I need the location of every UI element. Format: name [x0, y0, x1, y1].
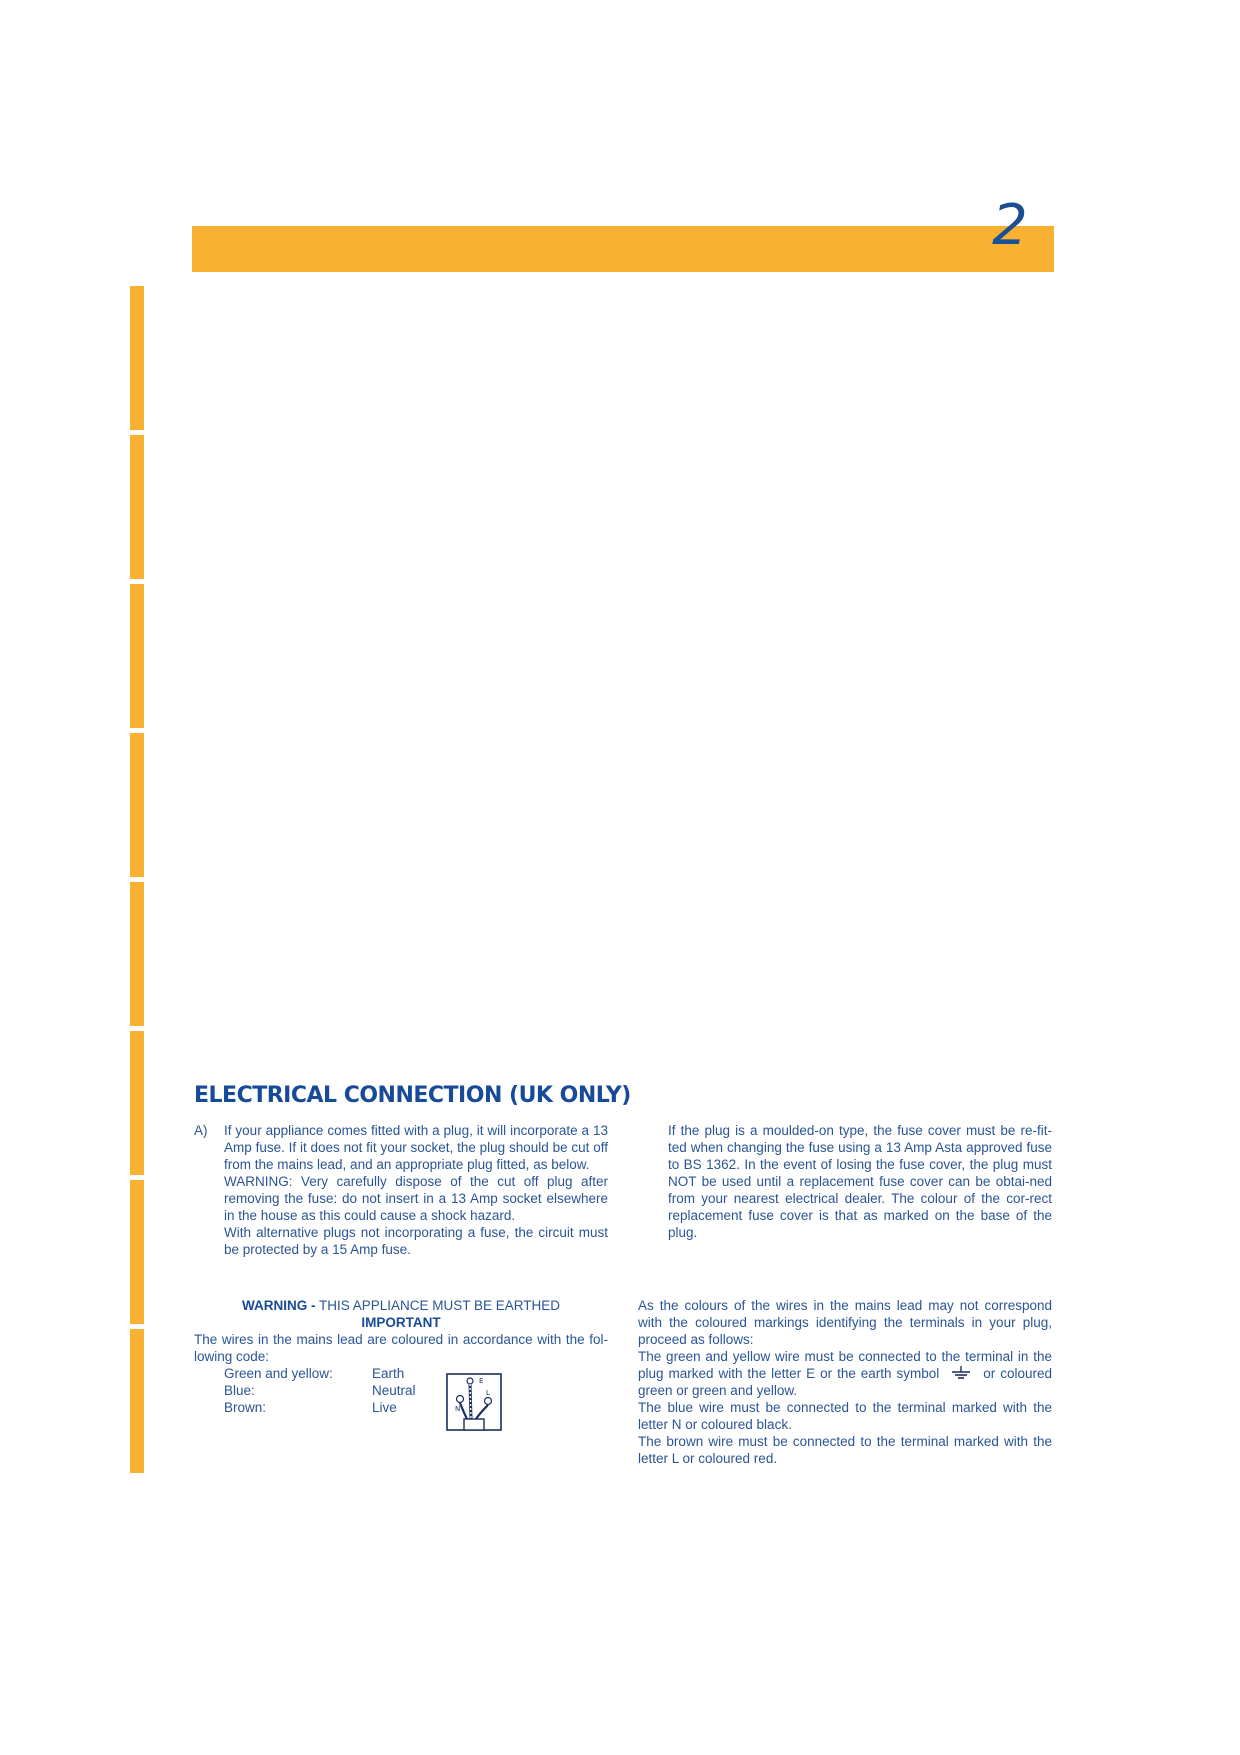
right-instructions-p2-before: The green and yellow wire must be connected to the terminal in the plug marked with the letter E or the earth symbol	[638, 1349, 1052, 1381]
point-a-text	[224, 1122, 608, 1258]
side-tab	[130, 584, 144, 728]
moulded-plug-text	[668, 1122, 1052, 1241]
point-a-paragraph-2: WARNING: Very carefully dispose of the cut off plug after removing the fuse: do not insert in a 13 Amp socket elsewhere in the house as this could cause a shock hazard.	[224, 1174, 608, 1223]
right-instructions-p2	[638, 1348, 1052, 1399]
wires-intro	[194, 1331, 608, 1365]
page-number: 2	[992, 193, 1028, 258]
plug-label-n: N	[455, 1405, 461, 1413]
moulded-plug-paragraph: If the plug is a moulded-on type, the fuse cover must be re-fit-ted when changing the fuse using a 13 Amp Asta approved fuse to BS 1362. In the event of losing the fuse cover, the plug must NOT be used until a replacement fuse cover can be obtai-ned from your nearest electrical dealer. The colour of the cor-rect replacement fuse cover is that as marked on the base of the plug.	[668, 1123, 1052, 1240]
important-label: IMPORTANT	[361, 1315, 441, 1330]
warning-block	[194, 1297, 608, 1331]
right-instructions-p2-after: or coloured green or green and yellow.	[638, 1366, 1052, 1398]
plug-label-l: L	[486, 1389, 490, 1397]
important-heading	[194, 1314, 608, 1331]
plug-wiring-diagram	[446, 1373, 502, 1431]
right-instructions	[638, 1297, 1052, 1467]
earth-symbol-icon	[950, 1366, 972, 1380]
section-title: ELECTRICAL CONNECTION (UK ONLY)	[194, 1083, 631, 1108]
point-a-paragraph-1: If your appliance comes fitted with a plug, it will incorporate a 13 Amp fuse. If it does not fit your socket, the plug should be cut off from the mains lead, and an appropriate plug fitted, as below.	[224, 1123, 608, 1172]
right-instructions-p1: As the colours of the wires in the mains lead may not correspond with the coloured markings identifying the terminals in your plug, proceed as follows:	[638, 1298, 1052, 1347]
point-a-paragraph-3: With alternative plugs not incorporating a fuse, the circuit must be protected by a 15 Amp fuse.	[224, 1225, 608, 1257]
side-tab	[130, 1329, 144, 1473]
side-tab	[130, 286, 144, 430]
wire-code-colour: Blue:	[224, 1383, 255, 1398]
warning-line	[194, 1297, 608, 1314]
side-tab	[130, 882, 144, 1026]
wire-code-meaning: Neutral	[372, 1383, 416, 1398]
warning-label: WARNING -	[241, 1298, 316, 1313]
side-tab	[130, 1031, 144, 1175]
plug-label-e: E	[479, 1377, 484, 1385]
wires-intro-text: The wires in the mains lead are coloured in accordance with the fol-lowing code:	[194, 1332, 608, 1364]
wire-code-meaning: Live	[372, 1400, 397, 1415]
side-tab	[130, 733, 144, 877]
point-a-label: A)	[194, 1123, 208, 1138]
warning-text: THIS APPLIANCE MUST BE EARTHED	[315, 1298, 561, 1313]
side-tab	[130, 1180, 144, 1324]
wire-code-colour: Brown:	[224, 1400, 267, 1415]
header-bar	[192, 226, 1054, 272]
side-tab	[130, 435, 144, 579]
wire-code-colour: Green and yellow:	[224, 1366, 333, 1381]
right-instructions-p4: The brown wire must be connected to the terminal marked with the letter L or coloured red.	[638, 1434, 1052, 1466]
wire-code-meaning: Earth	[372, 1366, 405, 1381]
right-instructions-p3: The blue wire must be connected to the terminal marked with the letter N or coloured black.	[638, 1400, 1052, 1432]
